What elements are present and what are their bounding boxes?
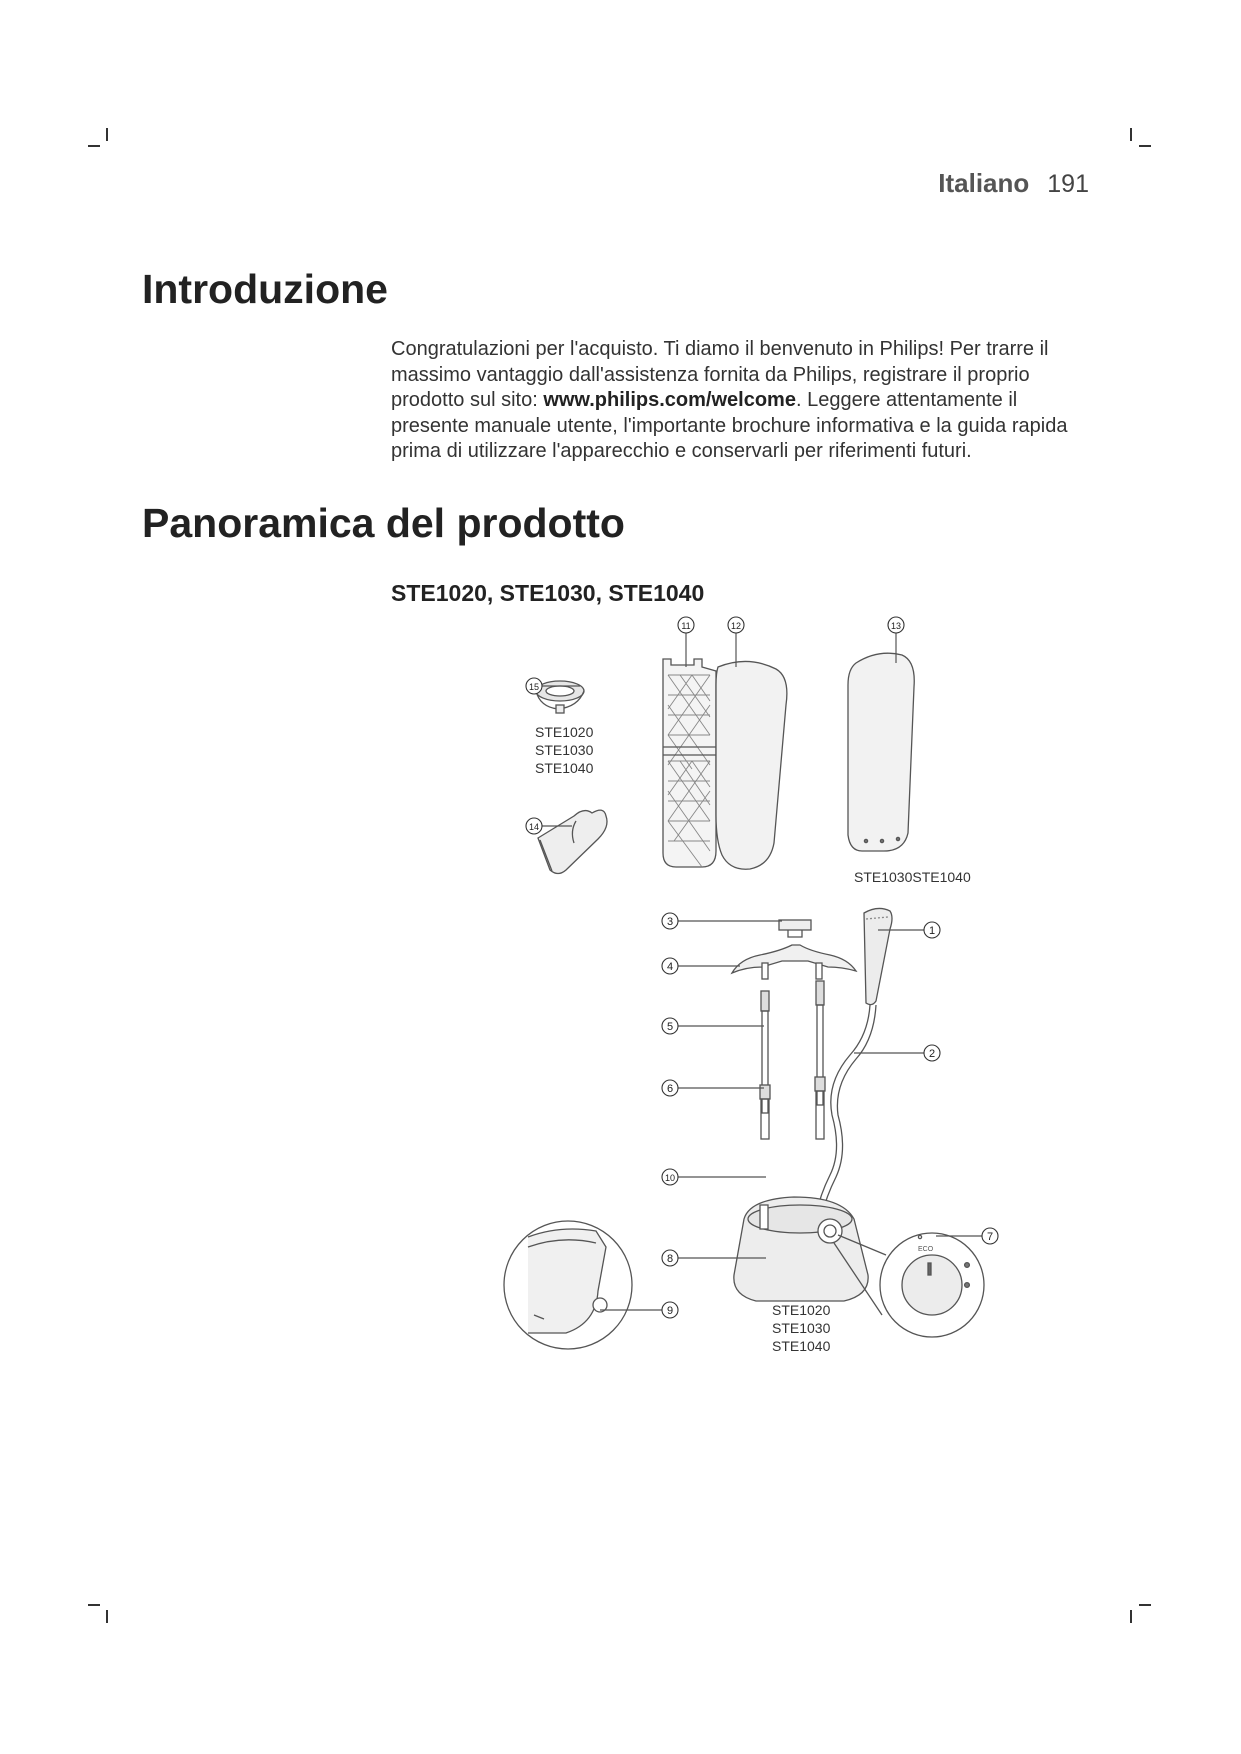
callout-number: 14 [528,822,540,832]
board-cover-illustration [716,661,787,869]
callout-number: 15 [528,682,540,692]
page-header [938,168,1089,199]
intro-text-after: . Leggere attentamente il presente manuale utente, l'importante brochure informativa e la guida rapida prima di utilizzare l'apparecchio e conservarli per riferimenti futuri. [391,389,1068,462]
callout-number: 5 [666,1021,674,1033]
water-tank-base-illustration [734,1197,868,1301]
model-label-a-3: STE1040 [535,760,594,776]
callout-1 [924,922,940,938]
model-label-a-1: STE1020 [535,724,594,740]
callout-10 [662,1169,678,1185]
callout-8 [662,1250,678,1266]
callout-9 [662,1302,678,1318]
callout-number: 13 [890,621,902,631]
callout-2 [924,1045,940,1061]
dial-eco-label: ECO [918,1246,934,1253]
callout-number: 4 [666,961,674,973]
welcome-link[interactable]: www.philips.com/welcome [543,389,796,411]
intro-title: Introduzione [142,266,388,312]
models-heading: STE1020, STE1030, STE1040 [391,580,705,606]
callout-3 [662,913,678,929]
callout-7 [982,1228,998,1244]
crop-mark-top-right-h [1139,145,1151,147]
callout-number: 10 [664,1173,676,1183]
callout-4 [662,958,678,974]
intro-text-before: Congratulazioni per l'acquisto. Ti diamo il benvenuto in Philips! Per trarre il massimo vantaggio dall'assistenza fornita da Philips, registrare il proprio prodotto sul sito: [391,338,1049,411]
crop-mark-top-right-v [1130,128,1132,141]
product-diagram [470,615,1030,1360]
model-label-c-1: STE1020 [772,1302,831,1318]
poles-illustration [760,981,825,1139]
model-label-a-2: STE1030 [535,742,594,758]
callout-14 [526,818,542,834]
callout-number: 9 [666,1305,674,1317]
crop-mark-top-left-v [106,128,108,141]
callout-number: 6 [666,1083,674,1095]
callout-number: 11 [681,621,691,631]
crop-mark-bottom-right-v [1130,1610,1132,1623]
crop-mark-bottom-right-h [1139,1604,1151,1606]
callout-5 [662,1018,678,1034]
callout-number: 7 [986,1231,994,1243]
callout-number: 3 [666,916,674,928]
header-language: Italiano [938,168,1030,198]
callout-number: 8 [666,1253,674,1265]
callout-number: 2 [928,1048,936,1060]
callout-11 [678,617,694,633]
callout-12 [728,617,744,633]
callout-number: 1 [928,925,936,937]
grid-board-illustration [663,659,716,867]
tank-zoom-illustration [504,1221,632,1349]
crop-mark-top-left-h [88,145,100,147]
hanger-illustration [732,920,856,979]
page-number: 191 [1047,170,1089,198]
intro-paragraph [391,337,1091,465]
crop-mark-bottom-left-v [106,1610,108,1623]
callout-6 [662,1080,678,1096]
overview-title: Panoramica del prodotto [142,500,625,546]
model-label-c-3: STE1040 [772,1338,831,1354]
glove-illustration [538,810,607,873]
callout-13 [888,617,904,633]
model-label-b: STE1030STE1040 [854,869,971,885]
callout-number: 12 [730,621,742,631]
crop-mark-bottom-left-h [88,1604,100,1606]
callout-15 [526,678,542,694]
model-label-c-2: STE1030 [772,1320,831,1336]
board-illustration-variant [848,653,914,851]
